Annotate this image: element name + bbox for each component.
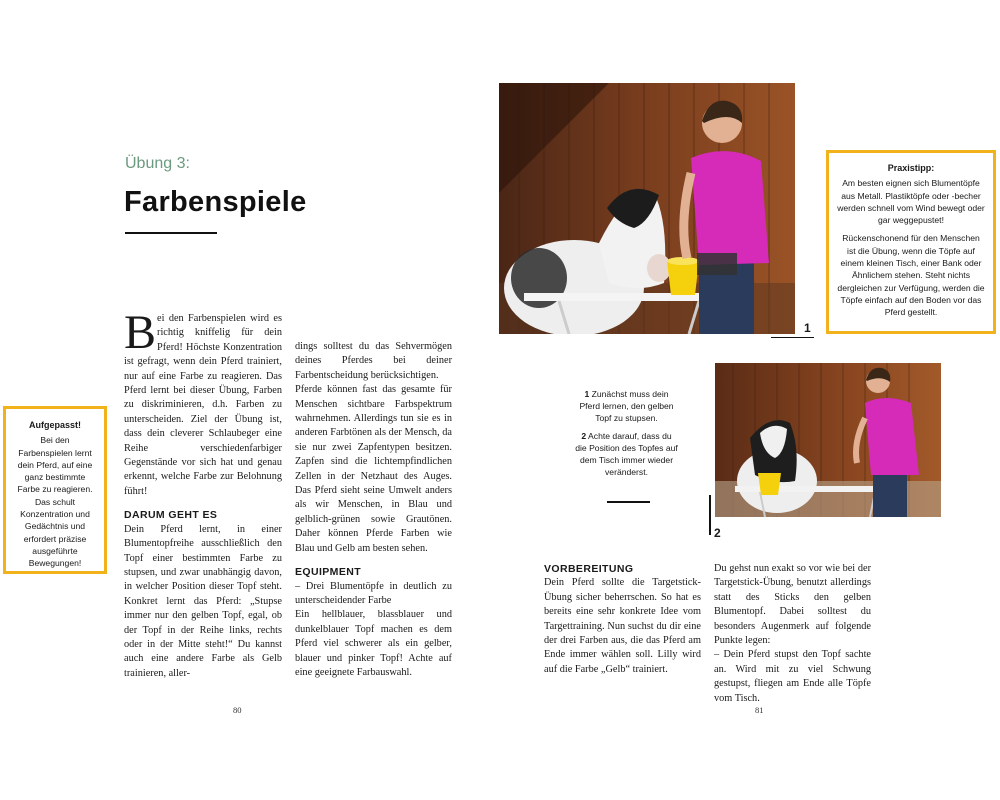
warning-box-heading: Aufgepasst! — [28, 420, 81, 430]
caption-2 — [575, 430, 678, 479]
tip-box-text-2: Rückenschonend für den Menschen ist die Übung, wenn die Töpfe auf einem kleinen Tisch, einer Bank oder Ähnlichem stehen. Steht nichts dergleichen zur Verfügung, werden die Töpfe einfach auf den Boden vor das Pferd gestellt. — [837, 233, 985, 318]
exercise-subtitle: Übung 3: — [125, 155, 190, 172]
caption-1-text: Zunächst muss dein Pferd lernen, den gelben Topf zu stupsen. — [579, 389, 674, 424]
column2-text-2: Pferde können fast das gesamte für Menschen sichtbare Farbspektrum wahrnehmen. Allerdings tun sie es in anderen Farbtönen als der Mensch, da sie nur zwei Zapfentypen besitzen. Zapfen sind die lichtempfindlichen Zellen in der Netzhaut des Auges. Das Pferd sieht seine Umwelt anders als wir Menschen, in Blau und gelblich-grünen sowie Grautönen. Daher können Pferde Farben wie Blau und Gelb am besten sehen. — [295, 384, 452, 554]
right-column-1 — [544, 562, 701, 677]
caption-rule — [607, 501, 650, 503]
section-heading-equipment: EQUIPMENT — [295, 566, 362, 579]
photo-2 — [715, 363, 941, 517]
warning-box — [3, 406, 107, 574]
right-column2-text: Du gehst nun exakt so vor wie bei der Targetstick-Übung, benutzt allerdings statt des Sticks den gelben Blumentopf. Dabei solltest du besonders Augenmerk auf folgende Punkte legen: — [714, 563, 871, 647]
section-heading-vorbereitung: VORBEREITUNG — [544, 563, 634, 575]
drop-cap: B — [124, 306, 157, 359]
page-number-left: 80 — [233, 705, 242, 715]
page-number-right: 81 — [755, 705, 764, 715]
column2-text-1: dings solltest du das Sehvermögen deines Pferdes bei deiner Farbentscheidung berücksichtigen. — [295, 341, 452, 381]
caption-1-number: 1 — [584, 389, 590, 399]
intro-paragraph — [124, 306, 282, 499]
photo-1-label-rule — [771, 337, 814, 338]
title-underline — [125, 232, 217, 234]
section-text-vorbereitung: Dein Pferd sollte die Targetstick-Übung sicher beherrschen. So hat es bereits eine sehr konkrete Idee vom Targettraining. Nun suchst du dir eine der drei Farben aus, die das Pferd am Ende immer wählen soll. Lilly wird auf die Farbe „Gelb“ trainiert. — [544, 577, 701, 675]
page-title: Farbenspiele — [124, 186, 307, 218]
photo-1-illustration — [499, 83, 795, 334]
photo-2-label-rule — [709, 495, 711, 535]
tip-box — [826, 150, 996, 334]
section-heading-darum: DARUM GEHT ES — [124, 509, 218, 522]
left-column-2 — [295, 340, 452, 680]
caption-1 — [575, 388, 678, 425]
caption-2-text: Achte darauf, dass du die Position des Topfes auf dem Tisch immer wieder veränderst. — [575, 430, 678, 478]
tip-box-text-1: Am besten eignen sich Blumentöpfe aus Metall. Plastiktöpfe oder -becher werden schnell vom Wind bewegt oder gar weggepustet! — [837, 178, 985, 226]
left-column-1 — [124, 306, 282, 681]
photo-1 — [499, 83, 795, 334]
intro-text: ei den Farbenspielen wird es richtig kniffelig für dein Pferd! Höchste Konzentration ist gefragt, wenn dein Pferd trainiert, nur auf eine Farbe zu reagieren. Das Pferd lernt bei dieser Übung, Farben zu diskriminieren, d.h. Farben zu unterscheiden. Ziel der Übung ist, dass dein cleverer Schlaubeger eine Reihe verschiedenfarbiger Gegenstände vor sich hat und genau erkennt, welche Farbe zur Belohnung führt! — [124, 313, 282, 497]
warning-box-text: Bei den Farbenspielen lernt dein Pferd, auf eine ganz bestimmte Farbe zu reagieren. Das schult Konzentration und Gedächtnis und erfordert präzise ausgeführte Bewegungen! — [17, 435, 93, 569]
right-column-2 — [714, 562, 871, 706]
right-column2-item: – Dein Pferd stupst den Topf sachte an. Wird mit zu viel Schwung gestupst, fliegen am Ende alle Töpfe vom Tisch. — [714, 649, 871, 704]
tip-box-heading: Praxistipp: — [887, 163, 935, 173]
section-text-darum: Dein Pferd lernt, in einer Blumentopfreihe ausschließlich den Topf einer bestimmten Farbe zu stupsen, und zwar unabhängig davon, in welcher Position dieser Topf steht. Konkret lernt das Pferd: „Stupse immer nur den gelben Topf, egal, ob der Topf in der Reihe links, rechts oder in der Mitte steht!“ Du kannst auch eine andere Farbe als Gelb trainieren, aller- — [124, 523, 282, 679]
photo-2-illustration — [715, 363, 941, 517]
caption-2-number: 2 — [581, 430, 587, 441]
photo-captions — [575, 388, 678, 478]
equipment-item: – Drei Blumentöpfe in deutlich zu unterscheidender Farbe — [295, 580, 452, 606]
photo-2-label: 2 — [714, 526, 721, 540]
equipment-text: Ein hellblauer, blassblauer und dunkelblauer Topf machen es dem Pferd viel schwerer als ein gelber, blauer und pinker Topf! Achte auf eine geeignete Farbauswahl. — [295, 609, 452, 678]
photo-1-label: 1 — [804, 321, 811, 335]
